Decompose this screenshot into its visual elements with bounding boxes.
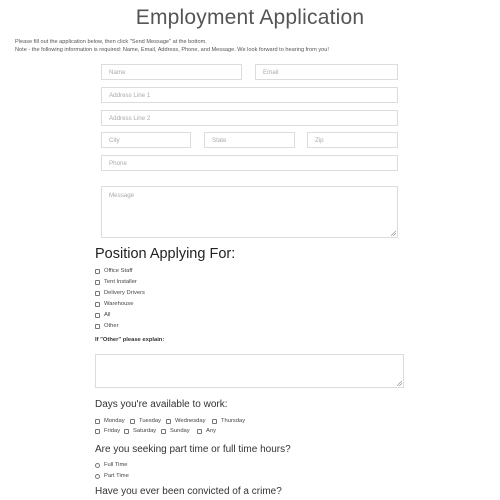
name-input[interactable]: Name	[101, 64, 242, 80]
checkbox-icon[interactable]	[95, 280, 100, 285]
radio-icon[interactable]	[95, 463, 100, 468]
convicted-heading: Have you ever been convicted of a crime?	[95, 486, 282, 497]
option-label: Warehouse	[104, 301, 134, 307]
option-label: Other	[104, 323, 119, 329]
position-option-warehouse[interactable]	[95, 301, 133, 307]
option-label: Delivery Drivers	[104, 290, 145, 296]
address-line-1-input[interactable]: Address Line 1	[101, 87, 398, 103]
page-title: Employment Application	[135, 6, 365, 29]
zip-input[interactable]: Zip	[307, 132, 398, 148]
option-label: Saturday	[133, 428, 157, 434]
checkbox-icon[interactable]	[130, 419, 135, 424]
radio-icon[interactable]	[95, 474, 100, 479]
resize-handle-icon[interactable]	[391, 231, 396, 236]
position-option-tent-installer[interactable]	[95, 279, 137, 285]
option-label: Full Time	[104, 462, 128, 468]
intro-line-2: Note - the following information is required: Name, Email, Address, Phone, and Message. We look forward to hearing from you!	[15, 47, 329, 53]
day-option-any[interactable]	[197, 428, 216, 434]
day-option-sunday[interactable]	[161, 428, 190, 434]
address-line-2-input[interactable]: Address Line 2	[101, 110, 398, 126]
day-option-friday[interactable]	[95, 428, 120, 434]
position-option-all[interactable]	[95, 312, 110, 318]
checkbox-icon[interactable]	[95, 419, 100, 424]
other-explain-label: If "Other" please explain:	[95, 337, 165, 343]
option-label: Tent Installer	[104, 279, 137, 285]
checkbox-icon[interactable]	[161, 429, 166, 434]
checkbox-icon[interactable]	[212, 419, 217, 424]
checkbox-icon[interactable]	[197, 429, 202, 434]
checkbox-icon[interactable]	[95, 313, 100, 318]
checkbox-icon[interactable]	[95, 429, 100, 434]
option-label: Part Time	[104, 473, 129, 479]
day-option-monday[interactable]	[95, 418, 125, 424]
position-option-office-staff[interactable]	[95, 268, 132, 274]
checkbox-icon[interactable]	[166, 419, 171, 424]
days-heading: Days you're available to work:	[95, 399, 228, 410]
option-label: Any	[206, 428, 216, 434]
state-input[interactable]: State	[204, 132, 295, 148]
option-label: Sunday	[170, 428, 190, 434]
intro-text	[15, 38, 329, 54]
position-option-other[interactable]	[95, 323, 119, 329]
option-label: All	[104, 312, 111, 318]
email-input[interactable]: Email	[255, 64, 398, 80]
option-label: Friday	[104, 428, 121, 434]
option-label: Thursday	[221, 418, 246, 424]
option-label: Monday	[104, 418, 125, 424]
city-input[interactable]: City	[101, 132, 191, 148]
hours-option-full-time[interactable]	[95, 462, 128, 468]
hours-heading: Are you seeking part time or full time hours?	[95, 444, 291, 455]
checkbox-icon[interactable]	[95, 291, 100, 296]
checkbox-icon[interactable]	[124, 429, 129, 434]
checkbox-icon[interactable]	[95, 324, 100, 329]
day-option-tuesday[interactable]	[130, 418, 161, 424]
option-label: Wednesday	[175, 418, 206, 424]
day-option-wednesday[interactable]	[166, 418, 206, 424]
phone-input[interactable]: Phone	[101, 155, 398, 171]
day-option-saturday[interactable]	[124, 428, 156, 434]
day-option-thursday[interactable]	[212, 418, 245, 424]
resize-handle-icon[interactable]	[397, 381, 402, 386]
checkbox-icon[interactable]	[95, 269, 100, 274]
other-explain-textarea[interactable]	[95, 354, 404, 388]
message-textarea[interactable]	[101, 186, 398, 238]
position-option-delivery-drivers[interactable]	[95, 290, 145, 296]
option-label: Tuesday	[139, 418, 162, 424]
message-placeholder: Message	[109, 192, 135, 199]
checkbox-icon[interactable]	[95, 302, 100, 307]
position-heading: Position Applying For:	[95, 246, 236, 262]
option-label: Office Staff	[104, 268, 133, 274]
intro-line-1: Please fill out the application below, then click "Send Message" at the bottom.	[15, 39, 207, 45]
hours-option-part-time[interactable]	[95, 473, 129, 479]
